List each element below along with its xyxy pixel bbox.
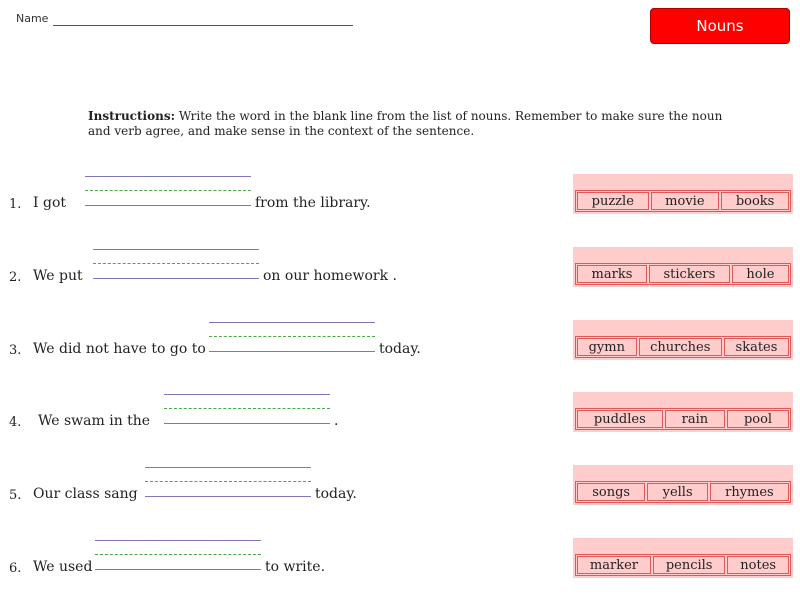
word-choice[interactable]: marks — [577, 265, 647, 283]
word-choice[interactable]: hole — [732, 265, 789, 283]
word-bank — [573, 392, 793, 432]
word-choice[interactable]: stickers — [649, 265, 730, 283]
word-choice[interactable]: skates — [724, 338, 789, 356]
question-number: 6. — [9, 561, 22, 576]
word-choice[interactable]: marker — [577, 556, 651, 574]
instructions — [88, 109, 728, 139]
word-bank — [573, 247, 793, 287]
question-text-before: We did not have to go to — [33, 341, 206, 357]
question-number: 2. — [9, 270, 22, 285]
answer-blank[interactable] — [209, 322, 375, 352]
name-input-line[interactable] — [53, 25, 353, 26]
word-bank — [573, 320, 793, 360]
question-text-before: I got — [33, 195, 66, 211]
answer-blank[interactable] — [164, 394, 330, 424]
worksheet-title-badge: Nouns — [650, 8, 790, 44]
question-text-before: We used — [33, 559, 93, 575]
question-number: 5. — [9, 488, 22, 503]
word-bank — [573, 538, 793, 578]
word-choice[interactable]: movie — [651, 192, 720, 210]
question-number: 4. — [9, 415, 22, 430]
word-choice[interactable]: pencils — [653, 556, 725, 574]
answer-blank[interactable] — [95, 540, 261, 570]
question-number: 3. — [9, 343, 22, 358]
word-choice[interactable]: songs — [577, 483, 645, 501]
instructions-label: Instructions: — [88, 109, 176, 123]
word-choice[interactable]: churches — [639, 338, 722, 356]
question-text-before: We put — [33, 268, 83, 284]
question-text-after: . — [334, 413, 339, 429]
word-choice[interactable]: gymn — [577, 338, 637, 356]
word-choice[interactable]: books — [721, 192, 789, 210]
question-number: 1. — [9, 197, 22, 212]
question-text-before: Our class sang — [33, 486, 138, 502]
question-text-after: on our homework . — [263, 268, 397, 284]
word-choice[interactable]: pool — [727, 410, 789, 428]
word-choice[interactable]: yells — [647, 483, 708, 501]
question-text-after: to write. — [265, 559, 326, 575]
question-text-after: today. — [315, 486, 357, 502]
question-text-after: today. — [379, 341, 421, 357]
question-text-after: from the library. — [255, 195, 371, 211]
word-choice[interactable]: notes — [727, 556, 789, 574]
answer-blank[interactable] — [93, 249, 259, 279]
word-bank — [573, 465, 793, 505]
word-choice[interactable]: puzzle — [577, 192, 649, 210]
question-text-before: We swam in the — [38, 413, 151, 429]
answer-blank[interactable] — [145, 467, 311, 497]
word-choice[interactable]: rhymes — [710, 483, 789, 501]
answer-blank[interactable] — [85, 176, 251, 206]
word-bank — [573, 174, 793, 214]
word-choice[interactable]: puddles — [577, 410, 663, 428]
word-choice[interactable]: rain — [665, 410, 725, 428]
name-label: Name — [16, 12, 49, 25]
instructions-text: Write the word in the blank line from the list of nouns. Remember to make sure the noun and verb agree, and make sense in the context of the sentence. — [88, 109, 723, 138]
